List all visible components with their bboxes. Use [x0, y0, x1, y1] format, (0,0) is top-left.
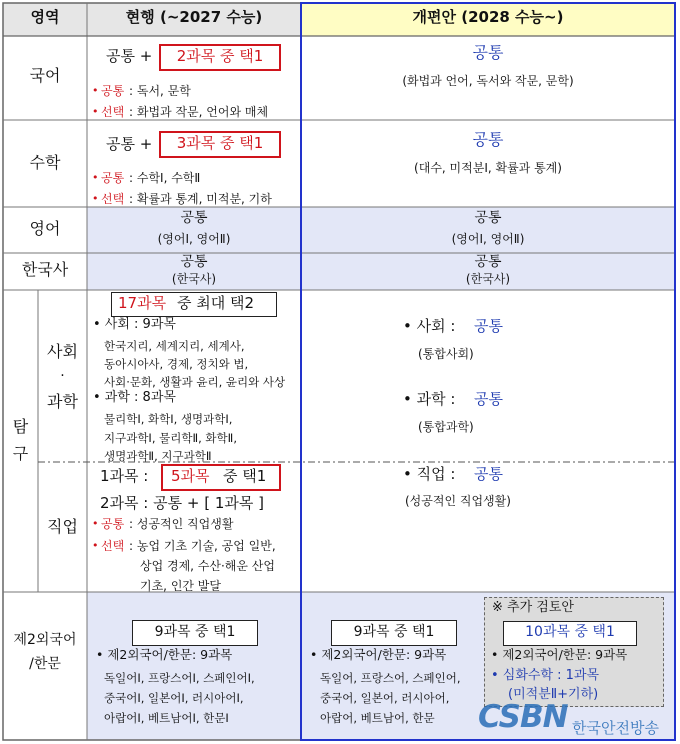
foreign-reform-line-3: 아랍어, 베트남어, 한문 [320, 711, 435, 725]
voc-elective-line-2: 상업 경제, 수산·해운 산업 [140, 559, 275, 573]
inquiry-label-1: 탐 [12, 417, 29, 436]
science-line-3: 생명과학Ⅱ, 지구과학Ⅱ [104, 449, 212, 463]
inquiry-label-2: 구 [12, 444, 29, 463]
foreign-reform-head: • 제2외국어/한문: 9과목 [310, 647, 447, 662]
math-common-text: : 수학Ⅰ, 수학Ⅱ [129, 171, 201, 185]
reform-social-sub: (통합사회) [418, 347, 474, 361]
foreign-current-line-1: 독일어Ⅰ, 프랑스어Ⅰ, 스페인어Ⅰ, [104, 671, 255, 685]
social-science-label-2: 과학 [47, 392, 78, 411]
watermark-text: 한국안전방송 [572, 719, 659, 737]
review-head: • 제2외국어/한문: 9과목 [491, 647, 628, 662]
math-formula-box-text: 3과목 중 택1 [176, 134, 264, 152]
foreign-current-line-2: 중국어Ⅰ, 일본어Ⅰ, 러시아어Ⅰ, [104, 691, 244, 705]
science-line-2: 지구과학Ⅰ, 물리학Ⅱ, 화학Ⅱ, [104, 431, 237, 445]
review-math: • 심화수학 : 1과목 [491, 668, 600, 683]
foreign-current-line-3: 아랍어Ⅰ, 베트남어Ⅰ, 한문Ⅰ [104, 711, 229, 725]
math-elective-label: 선택 [101, 192, 125, 206]
science-head: • 과학 : 8과목 [93, 390, 176, 405]
social-line-3: 사회·문화, 생활과 윤리, 윤리와 사상 [104, 375, 286, 389]
header-area: 영역 [30, 8, 60, 26]
reform-voc-prefix: • 직업 : [403, 465, 456, 483]
reform-voc-sub: (성공적인 직업생활) [405, 494, 511, 508]
korean-reform-title: 공통 [472, 43, 504, 62]
english-label: 영어 [29, 219, 61, 238]
history-reform-sub: (한국사) [465, 272, 511, 286]
inquiry-box-red: 17과목 [118, 294, 167, 312]
watermark-logo: CSBN [478, 699, 568, 735]
english-current-title: 공통 [180, 210, 208, 226]
history-current-sub: (한국사) [171, 272, 217, 286]
voc-line1-prefix: 1과목 : [100, 467, 149, 485]
korean-common-label: 공통 [101, 84, 125, 98]
header-reform: 개편안 (2028 수능~) [412, 8, 564, 26]
korean-formula-prefix: 공통 + [106, 47, 153, 65]
english-reform-sub: (영어Ⅰ, 영어Ⅱ) [451, 232, 525, 246]
math-common-label: 공통 [101, 171, 125, 185]
voc-line1-rest: 중 택1 [223, 467, 267, 485]
social-head: • 사회 : 9과목 [93, 317, 176, 332]
foreign-label-1: 제2외국어 [13, 632, 77, 648]
korean-label: 국어 [29, 66, 61, 85]
voc-common-label: 공통 [101, 517, 125, 531]
science-line-1: 물리학Ⅰ, 화학Ⅰ, 생명과학Ⅰ, [104, 412, 233, 426]
inquiry-box-rest: 중 최대 택2 [177, 294, 255, 312]
english-current-sub: (영어Ⅰ, 영어Ⅱ) [157, 232, 231, 246]
history-current-title: 공통 [180, 254, 208, 270]
reform-social-prefix: • 사회 : [403, 317, 456, 335]
foreign-reform-box-text: 9과목 중 택1 [353, 624, 435, 640]
history-reform-title: 공통 [474, 254, 502, 270]
math-elective-bullet: • [92, 192, 99, 205]
korean-reform-sub: (화법과 언어, 독서와 작문, 문학) [402, 74, 574, 88]
korean-formula-box-text: 2과목 중 택1 [176, 47, 264, 65]
math-label: 수학 [29, 153, 61, 172]
vocational-label: 직업 [47, 517, 78, 536]
review-math-sub: (미적분Ⅱ+기하) [508, 687, 599, 702]
voc-common-text: : 성공적인 직업생활 [129, 517, 234, 531]
foreign-reform-line-1: 독일어, 프랑스어, 스페인어, [320, 671, 461, 685]
reform-science-prefix: • 과학 : [403, 390, 456, 408]
voc-elective-bullet: • [92, 539, 99, 552]
voc-elective-label: 선택 [101, 539, 125, 553]
review-box-text: 10과목 중 택1 [525, 624, 615, 640]
header-current: 현행 (~2027 수능) [125, 8, 263, 26]
voc-elective-line-3: 기초, 인간 발달 [140, 579, 221, 593]
reform-social-value: 공통 [474, 317, 503, 335]
voc-line2: 2과목 : 공통 + [ 1과목 ] [100, 494, 264, 512]
korean-elective-text: : 화법과 작문, 언어와 매체 [129, 105, 269, 119]
foreign-current-head: • 제2외국어/한문: 9과목 [96, 647, 233, 662]
math-elective-text: : 확률과 통계, 미적분, 기하 [129, 192, 272, 206]
social-line-1: 한국지리, 세계지리, 세계사, [104, 339, 245, 353]
reform-voc-value: 공통 [474, 465, 503, 483]
social-science-dot: · [60, 368, 65, 384]
social-science-label-1: 사회 [47, 342, 78, 361]
review-title: ※ 추가 검토안 [492, 600, 574, 615]
reform-science-value: 공통 [474, 390, 503, 408]
math-reform-title: 공통 [472, 130, 504, 149]
korean-elective-bullet: • [92, 105, 99, 118]
voc-line1-red: 5과목 [171, 467, 210, 485]
math-reform-sub: (대수, 미적분Ⅰ, 확률과 통계) [414, 161, 562, 175]
history-label: 한국사 [21, 260, 69, 279]
english-reform-title: 공통 [474, 210, 502, 226]
foreign-label-2: /한문 [29, 656, 61, 672]
foreign-current-box-text: 9과목 중 택1 [154, 624, 236, 640]
korean-elective-label: 선택 [101, 105, 125, 119]
math-formula-prefix: 공통 + [106, 135, 153, 153]
foreign-reform-line-2: 중국어, 일본어, 러시아어, [320, 691, 450, 705]
voc-elective-line-1: : 농업 기초 기술, 공업 일반, [129, 539, 276, 553]
korean-common-text: : 독서, 문학 [129, 84, 191, 98]
social-line-2: 동아시아사, 경제, 정치와 법, [104, 357, 249, 371]
voc-common-bullet: • [92, 517, 99, 530]
reform-science-sub: (통합과학) [418, 420, 474, 434]
math-common-bullet: • [92, 171, 99, 184]
korean-common-bullet: • [92, 84, 99, 97]
